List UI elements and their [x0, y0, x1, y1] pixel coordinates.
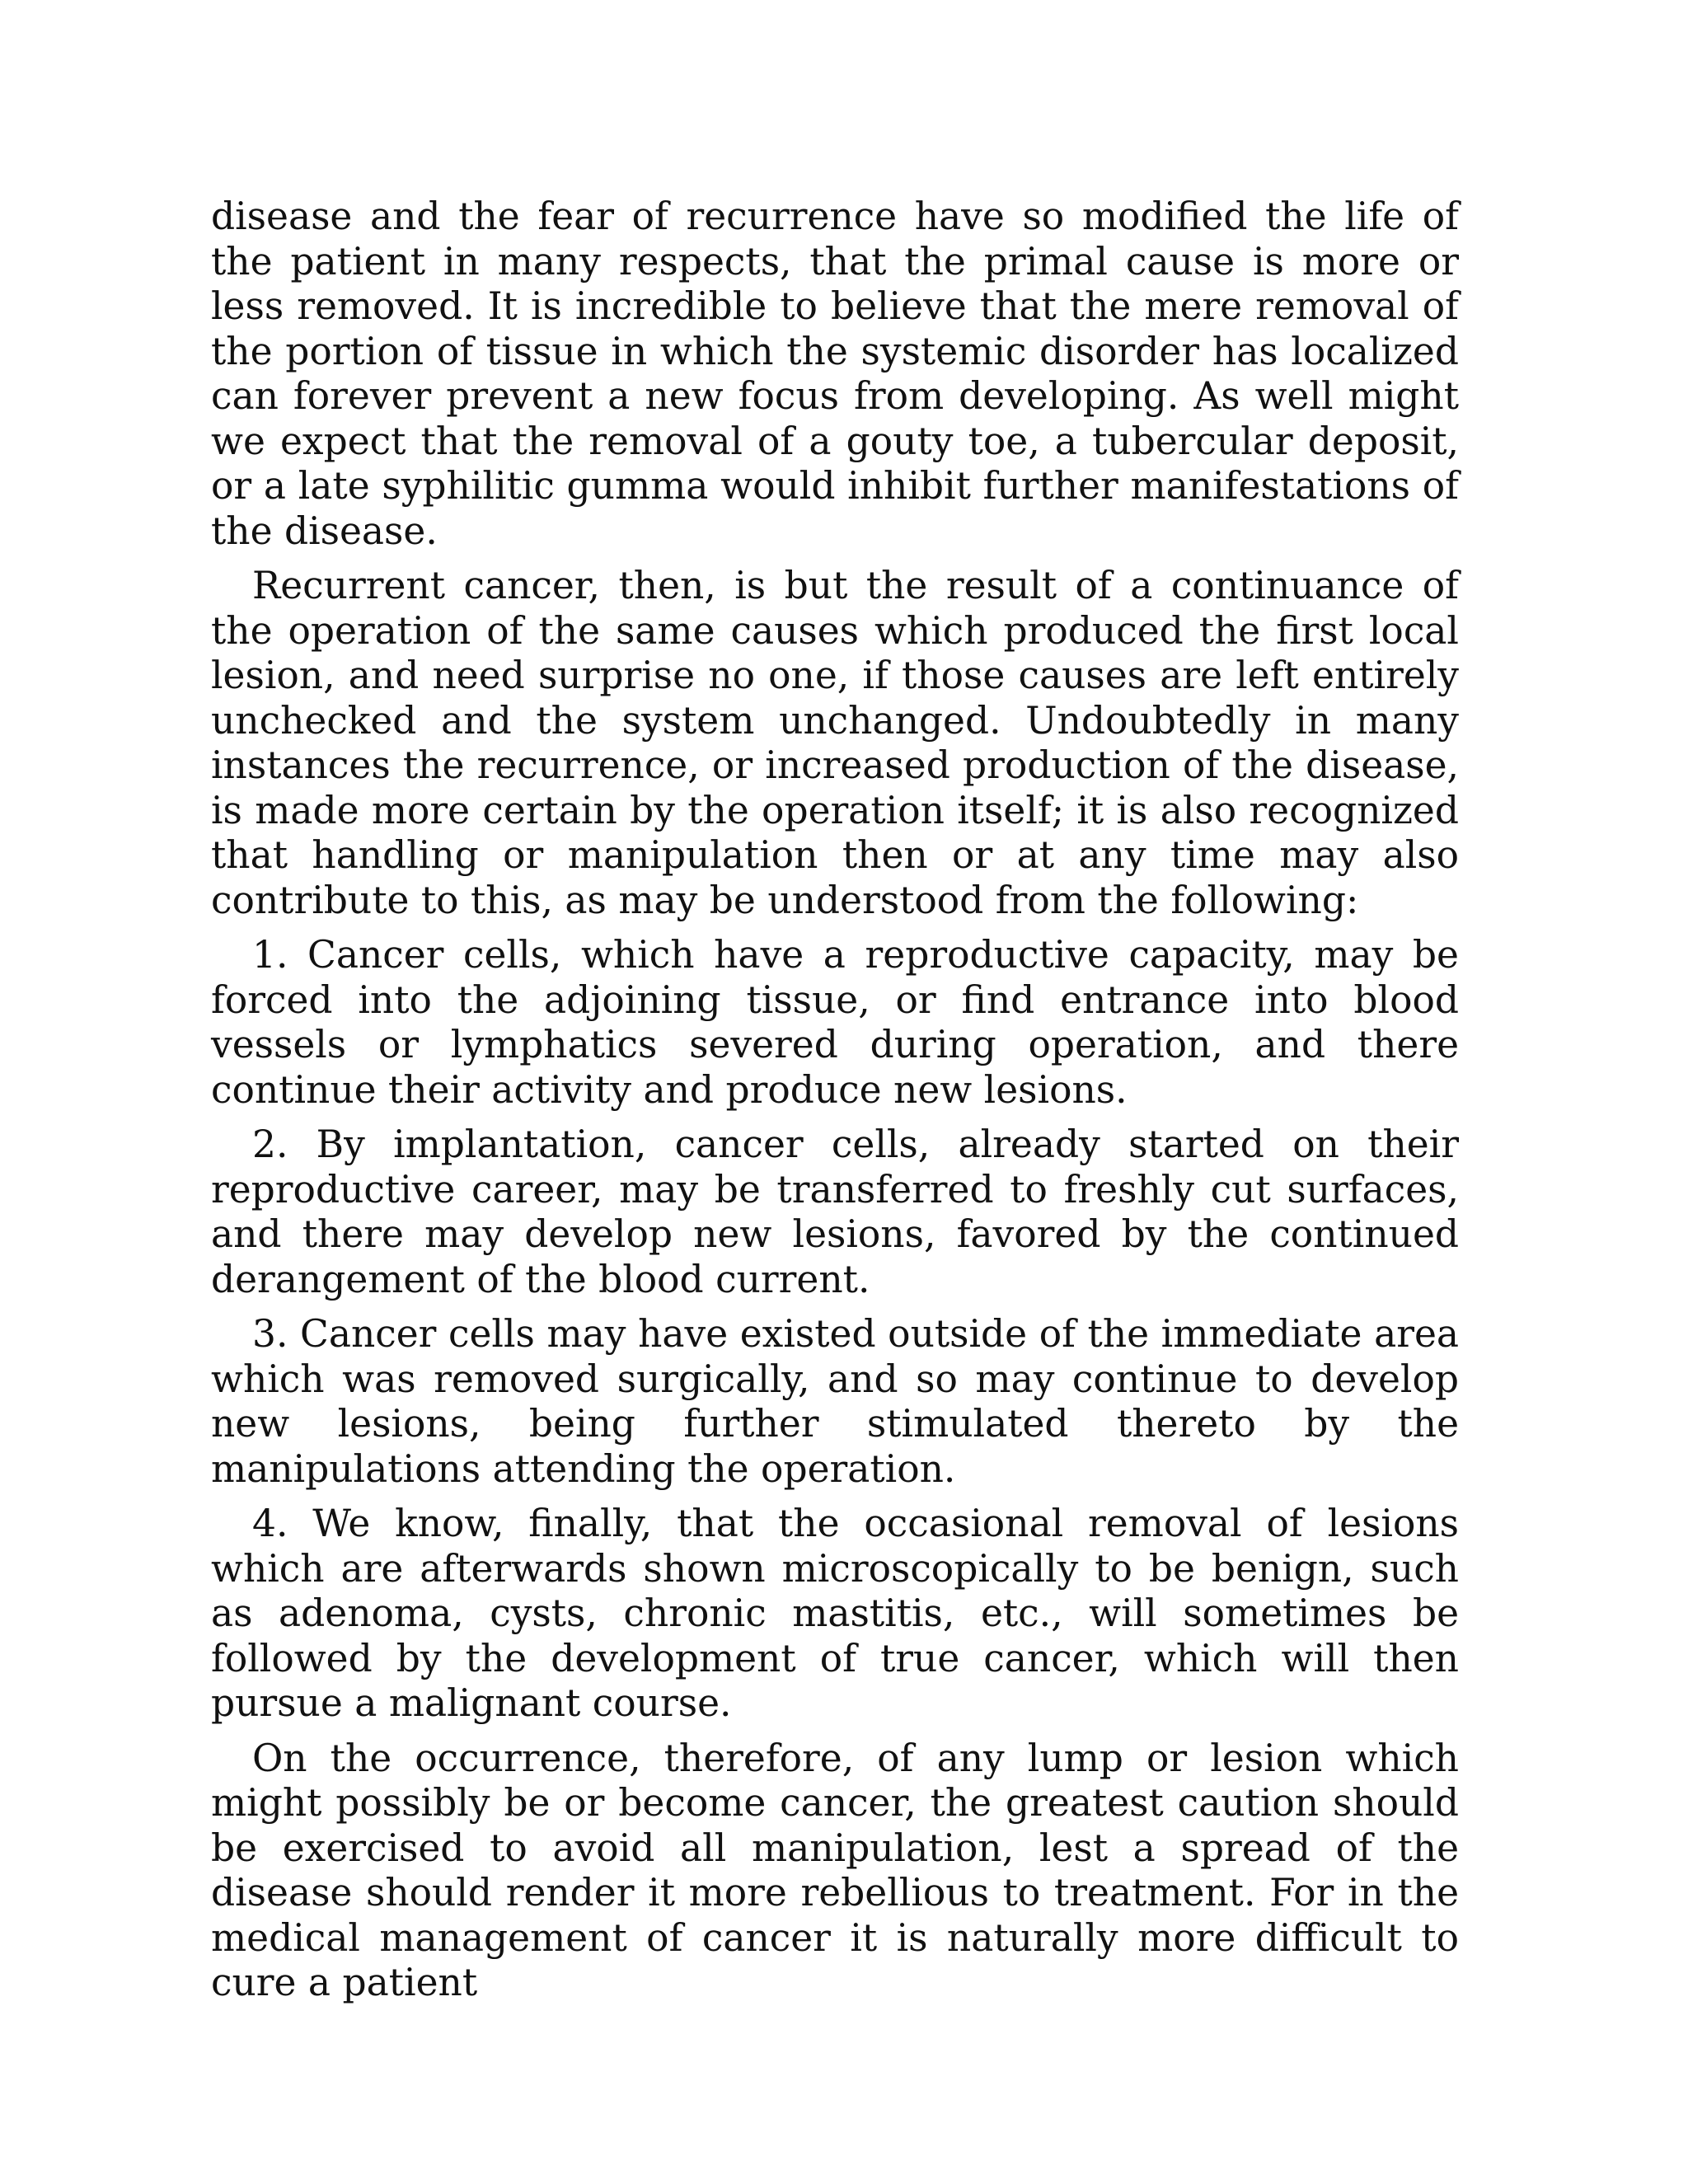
- page-body: [211, 194, 1459, 2016]
- list-item-1: 1. Cancer cells, which have a reproductive capacity, may be forced into the adjoining tissue, or find entrance into blood vessels or lymphatics severed during operation, and there continue their activity and produce new lesions.: [211, 933, 1459, 1112]
- list-item-4: 4. We know, finally, that the occasional removal of lesions which are afterwards shown microscopically to be benign, such as adenoma, cysts, chronic mastitis, etc., will sometimes be followed by the development of true cancer, which will then pursue a malignant course.: [211, 1502, 1459, 1725]
- list-item-2: 2. By implantation, cancer cells, already started on their reproductive career, may be transferred to freshly cut surfaces, and there may develop new lesions, favored by the continued derangement of the blood current.: [211, 1122, 1459, 1301]
- paragraph-recurrent-cancer: Recurrent cancer, then, is but the result of a continuance of the operation of the same causes which produced the first local lesion, and need surprise no one, if those causes are left entirely unchecked and the system unchanged. Undoubtedly in many instances the recurrence, or increased production of the disease, is made more certain by the operation itself; it is also recognized that handling or manipulation then or at any time may also contribute to this, as may be understood from the following:: [211, 564, 1459, 922]
- paragraph-continued: disease and the fear of recurrence have so modified the life of the patient in many respects, that the primal cause is more or less removed. It is incredible to believe that the mere removal of the portion of tissue in which the systemic disorder has localized can forever prevent a new focus from developing. As well might we expect that the removal of a gouty toe, a tubercular deposit, or a late syphilitic gumma would inhibit further manifestations of the disease.: [211, 194, 1459, 553]
- paragraph-caution: On the occurrence, therefore, of any lump or lesion which might possibly be or become cancer, the greatest caution should be exercised to avoid all manipulation, lest a spread of the disease should render it more rebellious to treatment. For in the medical management of cancer it is naturally more difficult to cure a patient: [211, 1736, 1459, 2004]
- list-item-3: 3. Cancer cells may have existed outside of the immediate area which was removed surgically, and so may continue to develop new lesions, being further stimulated thereto by the manipulations attending the operation.: [211, 1312, 1459, 1491]
